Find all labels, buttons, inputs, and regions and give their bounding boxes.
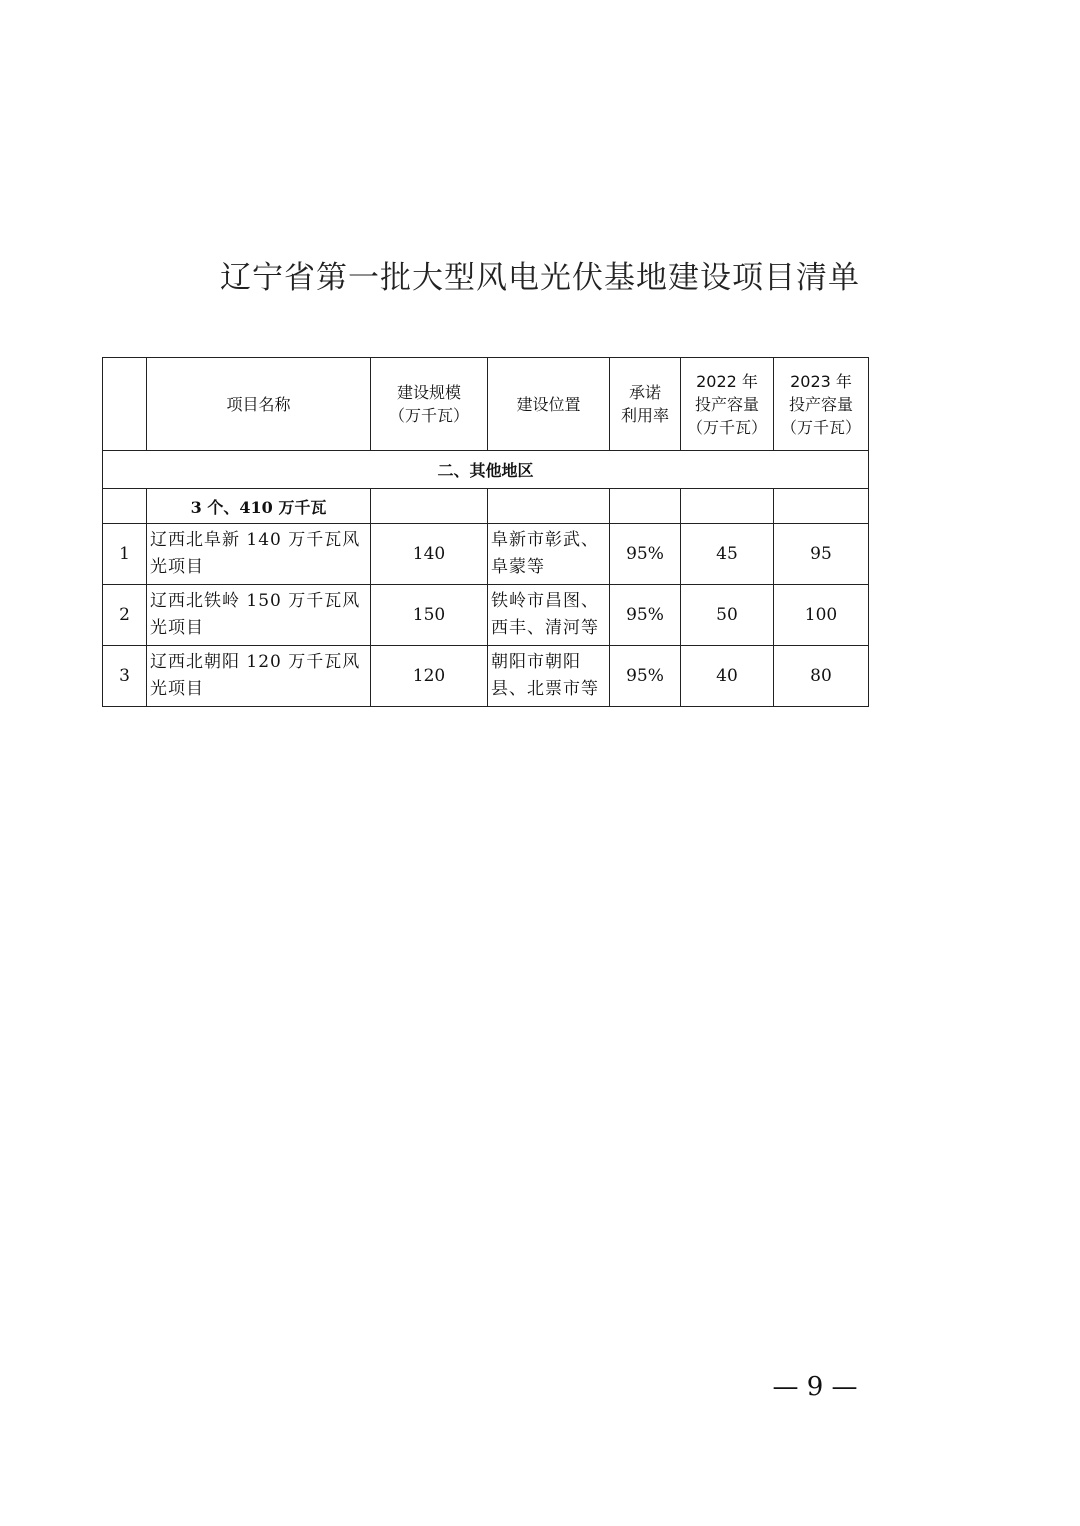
row-name-line2: 光项目 (150, 557, 204, 577)
header-location: 建设位置 (488, 358, 610, 451)
header-index (103, 358, 147, 451)
row-name-line2: 光项目 (150, 679, 204, 699)
row-location-line1: 阜新市彰武、 (491, 530, 599, 550)
region-label: 二、其他地区 (103, 451, 869, 489)
row-2023-capacity: 80 (774, 646, 869, 707)
row-2022-capacity: 40 (681, 646, 774, 707)
header-rate-line1: 承诺 (628, 383, 661, 402)
row-name-line1: 辽西北铁岭 150 万千瓦风 (150, 591, 361, 611)
row-2022-capacity: 45 (681, 524, 774, 585)
header-2022-line2: 投产容量 (694, 394, 759, 414)
row-project-name (147, 646, 371, 707)
group-summary-row (103, 489, 869, 524)
row-project-name (147, 585, 371, 646)
header-2023-line3: （万千瓦） (780, 417, 861, 437)
row-index: 2 (103, 585, 147, 646)
header-2022-line3: （万千瓦） (686, 417, 767, 437)
document-title: 辽宁省第一批大型风电光伏基地建设项目清单 (220, 260, 860, 296)
group-summary: 3 个、410 万千瓦 (147, 489, 371, 524)
region-row (103, 451, 869, 489)
header-2023-capacity (774, 358, 869, 451)
row-scale: 120 (371, 646, 488, 707)
group-empty-cell (103, 489, 147, 524)
header-2022-line1: 2022 年 (696, 371, 758, 391)
row-index: 1 (103, 524, 147, 585)
row-index: 3 (103, 646, 147, 707)
group-empty-cell (488, 489, 610, 524)
table-header-row (103, 358, 869, 451)
group-empty-cell (610, 489, 681, 524)
row-location-line1: 朝阳市朝阳 (491, 652, 581, 672)
row-scale: 140 (371, 524, 488, 585)
row-location (488, 524, 610, 585)
group-empty-cell (774, 489, 869, 524)
row-location (488, 585, 610, 646)
table-row (103, 646, 869, 707)
row-location-line2: 阜蒙等 (491, 557, 545, 577)
page-number: — 9 — (772, 1372, 858, 1402)
header-rate (610, 358, 681, 451)
row-name-line2: 光项目 (150, 618, 204, 638)
row-name-line1: 辽西北朝阳 120 万千瓦风 (150, 652, 361, 672)
header-scale-line2: （万千瓦） (388, 406, 469, 425)
header-project-name: 项目名称 (147, 358, 371, 451)
group-empty-cell (681, 489, 774, 524)
table-row (103, 524, 869, 585)
row-location-line1: 铁岭市昌图、 (491, 591, 599, 611)
row-2023-capacity: 95 (774, 524, 869, 585)
project-table (102, 357, 869, 707)
row-location-line2: 县、北票市等 (491, 679, 599, 699)
header-2023-line2: 投产容量 (788, 394, 853, 414)
table-row (103, 585, 869, 646)
row-2022-capacity: 50 (681, 585, 774, 646)
row-scale: 150 (371, 585, 488, 646)
header-scale-line1: 建设规模 (396, 383, 461, 402)
group-empty-cell (371, 489, 488, 524)
row-location-line2: 西丰、清河等 (491, 618, 599, 638)
header-2023-line1: 2023 年 (790, 371, 852, 391)
row-rate: 95% (610, 585, 681, 646)
header-scale (371, 358, 488, 451)
row-name-line1: 辽西北阜新 140 万千瓦风 (150, 530, 361, 550)
row-project-name (147, 524, 371, 585)
row-2023-capacity: 100 (774, 585, 869, 646)
row-rate: 95% (610, 646, 681, 707)
header-rate-line2: 利用率 (620, 406, 669, 425)
row-location (488, 646, 610, 707)
row-rate: 95% (610, 524, 681, 585)
header-2022-capacity (681, 358, 774, 451)
